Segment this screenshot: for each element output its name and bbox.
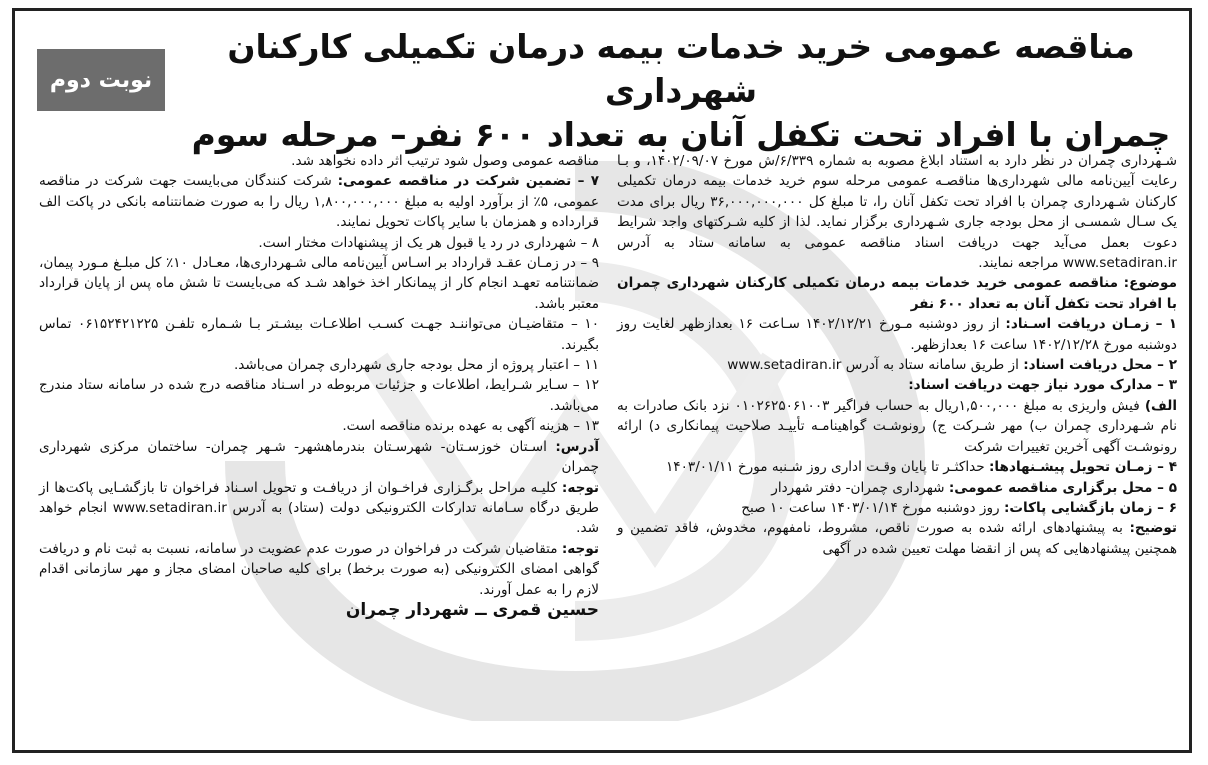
item-1-text: از روز دوشنبه مـورخ ۱۴۰۲/۱۲/۲۱ سـاعت ۱۶ بعدازظهر لغایت روز دوشنبه مورخ ۱۴۰۲/۱۲/۲۸ ساعت ۱۶ بعدازظهر. [617,316,1177,353]
publication-round-badge: نوبت دوم [37,49,165,111]
note-paragraph [617,518,1177,559]
left-column [39,151,599,620]
note-1-label: توجه: [561,479,599,496]
item-10: ۱۰ – متقاضیـان می‌تواننـد جهـت کسـب اطلاعـات بیشـتر بـا شـماره تلفـن ۰۶۱۵۲۴۲۱۲۲۵ تماس بگیرند. [39,316,599,353]
item-6-text: روز دوشنبه مورخ ۱۴۰۳/۰۱/۱۴ ساعت ۱۰ صبح [741,499,1000,516]
address-paragraph [39,437,599,478]
item-12: ۱۲ – سـایر شـرایط، اطلاعات و جزئیات مربوطه در اسـناد مناقصه درج شده در سامانه ستاد مندرج می‌باشد. [39,377,599,414]
notice-frame [12,8,1192,753]
address-label: آدرس: [555,438,600,455]
item-13: ۱۳ – هزینه آگهی به عهده برنده مناقصه است. [342,418,599,435]
title-line-2: چمران با افراد تحت تکفل آنان به تعداد ۶۰۰ نفر– مرحله سوم [191,115,1171,154]
item-4-text: حداکثـر تا پایان وقـت اداری روز شـنبه مورخ ۱۴۰۳/۰۱/۱۱ [665,459,985,476]
item-8: ۸ – شهرداری در رد یا قبول هر یک از پیشنهادات مختار است. [258,234,599,251]
intro-paragraph: شـهرداری چمران در نظر دارد به استناد ابلاغ مصوبه به شماره ۶/۳۳۹/ش مورخ ۱۴۰۲/۰۹/۰۷، و بـا رعایت آیین‌نامه مالی شهرداری‌ها مناقصـه عمومی مرحله سوم خرید خدمات بیمه درمان تکمیلی کارکنان شـهرداری چمران با افراد تحت تکفل آنان را، تا مبلغ کل ۳۶,۰۰۰,۰۰۰,۰۰۰ ریال برای مدت یک سـال شمسـی از محل بودجه جاری شـهرداری برگزار نماید. لذا از کلیه شـرکتهای واجد شرایط دعوت بعمل می‌آید جهت دریافت اسناد مناقصه عمومی به سامانه ستاد به آدرس www.setadiran.ir مراجعه نمایند. [617,153,1177,272]
continuation-paragraph: مناقصه عمومی وصول شود ترتیب اثر داده نخواهد شد. [291,153,599,169]
item-9: ۹ – در زمـان عقـد قرارداد بر اسـاس آیین‌نامه مالی شـهرداری‌ها، معـادل ۱۰٪ کل مبلـغ مـورد پیمان، ضمانتنامه تعهـد انجام کار از پیمانکار اخذ خواهد شـد که می‌بایست تا شش ماه پس از پایان قرارداد معتبر باشد. [39,255,599,312]
note-text: به پیشنهادهای ارائه شده به صورت ناقص، مشروط، نامفهوم، مخدوش، فاقد تضمین و همچنین پیشنهادهایی که پس از انقضا مهلت تعیین شده در آگهی [617,520,1177,557]
subject-text: مناقصه عمومی خرید خدمات بیمه درمان تکمیلی کارکنان شهرداری چمران با افراد تحت تکفل آنان به تعداد ۶۰۰ نفر [617,275,1177,312]
item-6 [617,498,1177,518]
item-11: ۱۱ – اعتبار پروژه از محل بودجه جاری شهرداری چمران می‌باشد. [233,357,599,374]
item-7 [39,171,599,232]
item-2-label: ۲ – محل دریافت اسناد: [1023,357,1177,374]
item-5 [617,478,1177,498]
item-3a [617,396,1177,457]
item-1 [617,314,1177,355]
item-3a-label: الف) [1144,397,1177,414]
item-4-label: ۴ – زمـان تحویل پیشـنهادها: [989,459,1177,476]
notice-header [191,25,1171,157]
item-7-label: ۷ – تضمین شرکت در مناقصه عمومی: [337,173,600,190]
note-2 [39,539,599,600]
note-1 [39,478,599,539]
item-3a-text: فیش واریزی به مبلغ ۱,۵۰۰,۰۰۰ریال به حساب فراگیر ۰۱۰۲۶۲۵۰۶۱۰۰۳ نزد بانک صادرات به نام شـهرداری چمران ب) مهر شـرکت ج) رونوشـت گواهینامـه تأییـد صلاحیت پیمانکاری د) ارائه رونوشـت آگهی آخرین تغییرات شرکت [617,397,1177,455]
item-3 [617,375,1177,395]
item-2-text: از طریق سامانه ستاد به آدرس www.setadiran.ir [727,357,1019,374]
note-2-label: توجه: [561,540,599,557]
item-4 [617,457,1177,477]
item-6-label: ۶ – زمان بازگشایی پاکات: [1003,499,1177,516]
subject-paragraph [617,273,1177,314]
note-1-text: کلیـه مراحل برگـزاری فراخـوان از دریافـت و تحویل اسـناد فراخوان تا بازگشـایی پاکت‌ها از طریق درگاه سـامانه تدارکات الکترونیکی دولت (ستاد) به آدرس www.setadiran.ir انجام خواهد شد. [39,479,599,537]
item-7-text: شرکت کنندگان می‌بایست جهت شرکت در مناقصه عمومی، ۵٪ از برآورد اولیه به مبلغ ۱,۸۰۰,۰۰۰,۰۰۰ ریال را به صورت ضمانتنامه بانکی در پاکت الف قرارداده و همزمان با سایر پاکات تحویل نمایند. [39,173,599,231]
address-text: اسـتان خوزسـتان- شهرسـتان بندرماهشهر- شـهر چمران- ساختمان مرکزی شهرداری چمران [39,438,599,476]
note-label: توضیح: [1129,520,1177,537]
title-line-1: مناقصه عمومی خرید خدمات بیمه درمان تکمیلی کارکنان شهرداری [227,27,1135,110]
item-3-label: ۳ – مدارک مورد نیاز جهت دریافت اسناد: [908,377,1177,394]
signature: حسین قمری ــ شهردار چمران [345,599,599,620]
note-2-text: متقاضیان شرکت در فراخوان در صورت عدم عضویت در سامانه، نسبت به ثبت نام و دریافت گواهی امضای الکترونیکی (به صورت برخط) برای کلیه صاحبان امضای مجاز و مهر سازمانی اقدام لازم را به عمل آورند. [39,540,599,598]
subject-label: موضوع: [1123,275,1177,292]
item-2 [617,355,1177,375]
item-5-text: شهرداری چمران- دفتر شهردار [771,479,945,496]
right-column [617,151,1177,559]
item-5-label: ۵ – محل برگزاری مناقصه عمومی: [948,479,1177,496]
item-1-label: ۱ – زمـان دریافت اسـناد: [1005,316,1177,333]
